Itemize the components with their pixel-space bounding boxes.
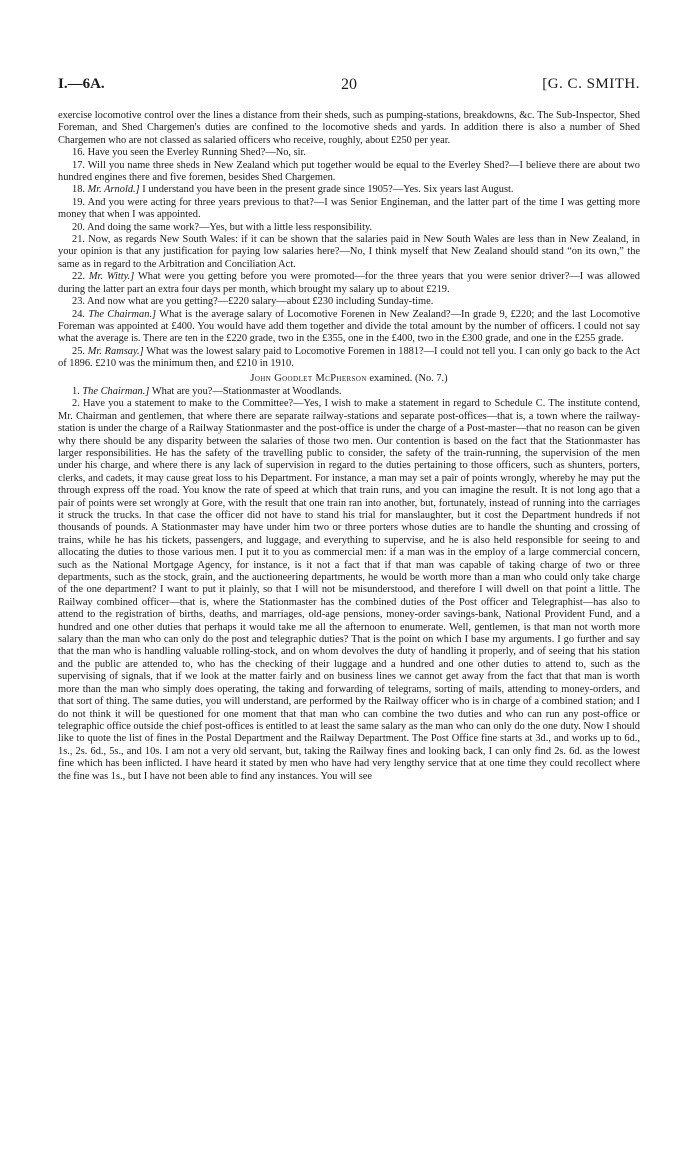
question-number: 1.: [72, 385, 80, 397]
paragraph: [58, 309, 640, 346]
witness-name: John Goodlet McPherson: [250, 372, 367, 384]
speaker-name: The Chairman.]: [88, 308, 157, 320]
paragraph: [58, 160, 640, 185]
paragraph-text: 2. Have you a statement to make to the Committee?—Yes, I wish to make a statement in regard to Schedule C. The institute contend, Mr. Chairman and gentlemen, that where there are separate railway-stations and separate post-offices—that is, a town where the railway-station is under the charge of a Railway Stationmaster and the post-office is under the charge of a Post-master—that no reason can be given why there should be any disparity between the salaries of those two men. Our contention is based on the fact that the Stationmaster has larger responsibilities. He has the safety of the travelling public to consider, the safety of the train-running, the supervision of the men under his charge, and where there is any lack of supervision in regard to the duties pertaining to those officers, such as shunters, porters, clerks, and cadets, it may cause great loss to his Department. For instance, a man may set a pair of points wrongly, whereby he may put the through express off the road. You know the rate of speed at which that train runs, and you can imagine the result. It is not long ago that a pair of points were set wrongly at Gore, with the result that one train ran into another, but, fortunately, instead of running into the carriages it struck the trucks. In that case the officer did not have to stand his trial for manslaughter, but it cost the Department hundreds if not thousands of pounds. A Stationmaster may have under him two or three porters whose duties are to handle the shunting and crossing of trains, while he has his tickets, passengers, and luggage, and everything to supervise, and he is also held responsible for seeing to and allocating the duties to those various men. I put it to you as commercial men: if a man was in the employ of a large commercial concern, such as the National Mortgage Agency, for instance, is it not a fact that if that man was capable of taking charge of two or three departments, such as the stock, grain, and the auctioneering departments, he would be worth more than a man who could only take charge of the one department? I want to put it plainly, so that I will not be misunderstood, and therefore I will dwell on that point a little. The Railway combined officer—that is, where the Stationmaster has the combined duties of the Post officer and Telegraphist—has also to attend to the registration of births, deaths, and marriages, old-age pensions, money-order savings-bank, National Provident Fund, and a hundred and one other duties that perhaps it would take me all the afternoon to enumerate. Well, gentlemen, is that man not worth more salary than the man who can only do the post and telegraphic duties? That is the point on which I base my arguments. I go further and say that the man who is handling valuable rolling-stock, and on whom devolves the duty of handling it properly, and of seeing that his station and the public are attended to, who has the checking of their luggage and a hundred and one other duties to attend to, such as the supervising of signals, that if we look at the matter fairly and on business lines we cannot get away from the fact that that man is worth more than the man who simply does operating, the taking and forwarding of telegrams, sorting of mails, attending to money-orders, and that sort of thing. The same duties, you will understand, are performed by the Railway officer who is in charge of a combined station; and I do not think it will be questioned for one moment that that man who can combine the two duties and who can run any post-office or telegraphic office outside the chief post-offices is entitled to at least the same salary as the man who can only do the one duty. Now I should like to quote the list of fines in the Postal Department and the Railway Department. The Post Office fine starts at 3d., and works up to 6d., 1s., 2s. 6d., 5s., and 10s. I am not a very old servant, but, taking the Railway fines and looking back, I can only find 2s. 6d. as the lowest fine which has been inflicted. I have heard it stated by men who have had very lengthy service that at one time they could recollect where the fine was 1s., but I have not been able to find any instances. You will see: [58, 398, 640, 782]
witness-heading: [58, 373, 640, 385]
paragraph-text: What were you getting before you were promoted—for the three years that you were senior driver?—I was allowed during the latter part an extra four days per month, which brought my salary up to about £219.: [58, 271, 640, 295]
speaker-name: Mr. Witty.]: [88, 271, 135, 283]
paragraph: [58, 346, 640, 371]
paragraph-text: 21. Now, as regards New South Wales: if it can be shown that the salaries paid in New South Wales are less than in New Zealand, in your opinion is that any justification for paying low salaries here?—No, I think myself that New Zealand should stand “on its own,” the same as in regard to the Arbitration and Conciliation Act.: [58, 234, 640, 270]
paragraph: [58, 147, 640, 159]
document-body: [58, 110, 640, 783]
paragraph-text: 16. Have you seen the Everley Running Shed?—No, sir.: [72, 147, 307, 159]
paragraph-text: examined. (No. 7.): [369, 372, 448, 384]
paragraph-text: I understand you have been in the present grade since 1905?—Yes. Six years last August.: [142, 184, 514, 196]
paragraph: [58, 110, 640, 147]
paragraph-text: 20. And doing the same work?—Yes, but with a little less responsibility.: [72, 221, 373, 233]
witness-name-header: [G. C. SMITH.: [542, 76, 640, 92]
paragraph-text: 23. And now what are you getting?—£220 salary—about £230 including Sunday-time.: [72, 296, 434, 308]
paragraph-text: What is the average salary of Locomotive Forenen in New Zealand?—In grade 9, £220; and the last Locomotive Foreman was appointed at £400. You would have add them together and divide the total amount by the number of officers. I could not say what the average is. There are ten in the £220 grade, two in the £355, one in the £400, two in the £300 grade, and one in the £255 grade.: [58, 308, 640, 345]
question-number: 25.: [72, 345, 85, 357]
paragraph-text: What are you?—Stationmaster at Woodlands.: [151, 385, 342, 397]
page-header: [58, 76, 640, 98]
paragraph: [58, 296, 640, 308]
question-number: 18.: [72, 184, 85, 196]
question-number: 22.: [72, 271, 85, 283]
question-number: 24.: [72, 308, 85, 320]
paragraph: [58, 386, 640, 398]
speaker-name: The Chairman.]: [82, 385, 150, 397]
paragraph: [58, 234, 640, 271]
paragraph: [58, 222, 640, 234]
paragraph-text: exercise locomotive control over the lines a distance from their sheds, such as pumping-stations, breakdowns, &c. The Sub-Inspector, Shed Foreman, and Shed Chargemen's duties are confined to the locomotive sheds and yards. In addition there is also a number of Shed Chargemen who are not classed as salaried officers who receive, roughly, about £250 per year.: [58, 110, 640, 146]
paragraph-text: 17. Will you name three sheds in New Zealand which put together would be equal to the Everley Shed?—I believe there are about two hundred engines there and five foremen, besides Shed Chargemen.: [58, 159, 640, 184]
paragraph: [58, 197, 640, 222]
paragraph-text: What was the lowest salary paid to Locomotive Foremen in 1881?—I could not tell you. I can only go back to the Act of 1896. £210 was the minimum then, and £210 in 1910.: [58, 345, 640, 370]
speaker-name: Mr. Arnold.]: [87, 184, 140, 196]
paragraph: [58, 184, 640, 196]
paragraph-text: 19. And you were acting for three years previous to that?—I was Senior Engineman, and the latter part of the time I was getting more money that when I was appointed.: [58, 196, 640, 221]
paragraph: [58, 271, 640, 296]
speaker-name: Mr. Ramsay.]: [87, 345, 144, 357]
paragraph: [58, 398, 640, 783]
page-number: 20: [341, 76, 357, 93]
document-reference: I.—6A.: [58, 76, 105, 92]
